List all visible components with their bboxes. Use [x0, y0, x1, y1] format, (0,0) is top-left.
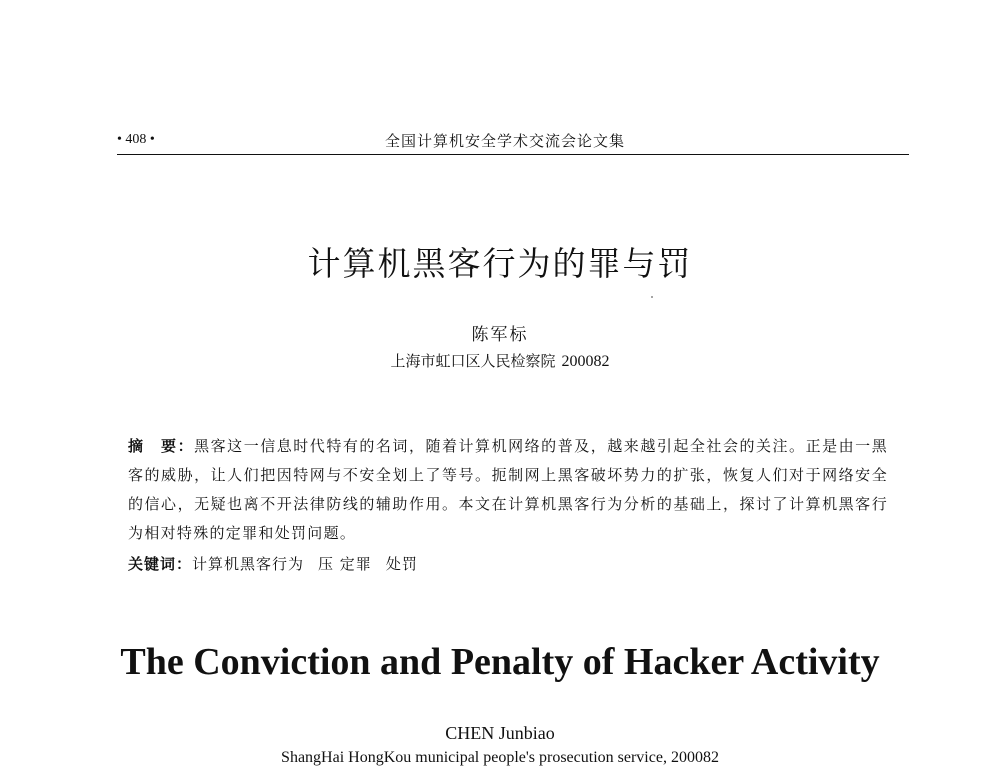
english-title: The Conviction and Penalty of Hacker Activity — [120, 641, 880, 683]
keyword: 处罚 — [385, 555, 418, 573]
affiliation-zip: 200082 — [561, 353, 610, 370]
english-author: CHEN Junbiao — [445, 723, 555, 743]
affiliation-name: 上海市虹口区人民检察院 — [390, 352, 556, 370]
keywords — [128, 552, 888, 576]
keywords-label: 关键词： — [128, 555, 193, 573]
chinese-title: 计算机黑客行为的罪与罚 — [307, 244, 693, 283]
keyword: 压 定罪 — [318, 555, 372, 573]
chinese-author: 陈军标 — [471, 325, 529, 345]
keyword: 计算机黑客行为 — [192, 555, 305, 573]
abstract-text: 黑客这一信息时代特有的名词，随着计算机网络的普及，越来越引起全社会的关注。正是由一黑客的威胁，让人们把因特网与不安全划上了等号。扼制网上黑客破坏势力的扩张，恢复人们对于网络安全的信心，无疑也离不开法律防线的辅助作用。本文在计算机黑客行为分析的基础上，探讨了计算机黑客行为相对特殊的定罪和处罚问题。 — [128, 437, 888, 542]
scan-speck — [651, 296, 653, 298]
abstract — [128, 432, 888, 548]
abstract-label: 摘 要： — [128, 437, 195, 455]
running-head: 全国计算机安全学术交流会论文集 — [385, 132, 626, 150]
chinese-affiliation — [0, 350, 1000, 371]
header-rule — [117, 154, 909, 155]
page-number: • 408 • — [117, 132, 155, 147]
english-affiliation: ShangHai HongKou municipal people's prosecution service, 200082 — [281, 749, 719, 766]
page-header — [117, 128, 909, 154]
